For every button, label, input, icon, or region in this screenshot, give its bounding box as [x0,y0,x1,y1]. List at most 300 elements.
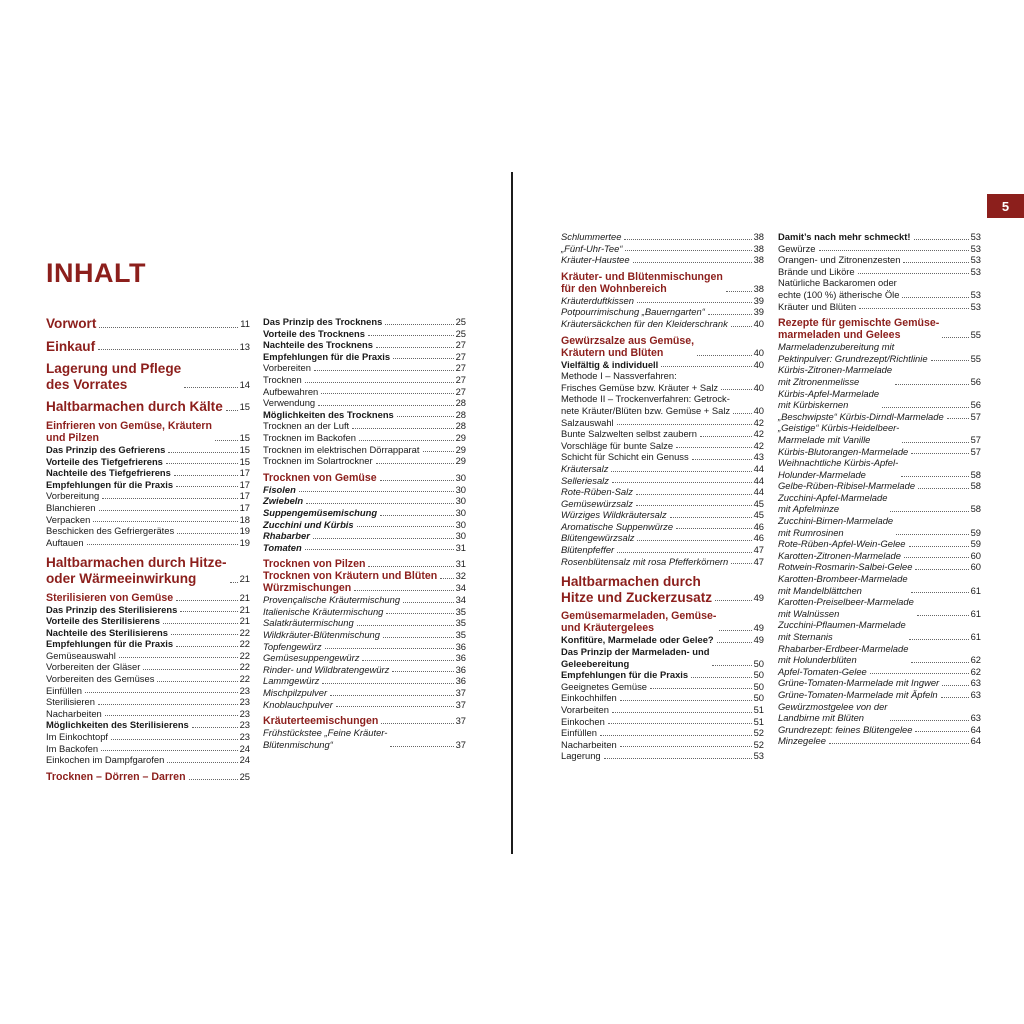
toc-leader-dots [354,590,453,591]
toc-entry[interactable] [778,492,981,515]
toc-entry-title [778,411,944,423]
toc-entry[interactable] [263,409,466,421]
toc-entry[interactable] [263,617,466,629]
toc-entry-page: 64 [970,723,981,735]
toc-entry[interactable] [263,316,466,328]
toc-leader-dots [368,566,453,567]
toc-entry[interactable] [263,351,466,363]
toc-leader-dots [650,688,752,689]
toc-entry[interactable] [46,525,250,537]
toc-leader-dots [171,634,238,635]
toc-leader-dots [661,366,751,367]
toc-entry-title-line: Haltbarmachen durch [561,574,701,590]
toc-entry[interactable] [778,596,981,619]
toc-entry-page: 51 [753,704,764,715]
toc-entry[interactable] [46,537,250,549]
toc-entry-title-line: Tomaten [263,541,302,553]
toc-entry-title-line: Gewürzmostgelee von der [778,700,888,712]
toc-entry-title-line: Natürliche Backaromen oder [778,277,897,289]
toc-entry[interactable] [778,561,981,573]
toc-entry-title [46,592,173,604]
toc-entry-page: 35 [455,605,466,617]
toc-entry[interactable] [561,610,764,634]
toc-entry[interactable] [46,696,250,708]
toc-entry-title [561,440,673,452]
toc-entry[interactable] [561,428,764,440]
toc-entry[interactable] [46,685,250,697]
toc-leader-dots [636,494,752,495]
toc-entry-title-line: Karotten-Brombeer-Marmelade [778,573,908,585]
toc-entry[interactable] [561,574,764,605]
toc-entry-title [46,615,160,627]
toc-column-4 [778,231,981,747]
toc-entry[interactable] [561,318,764,330]
toc-entry-title-line: Vielfältig & individuell [561,358,659,370]
toc-entry[interactable] [778,538,981,550]
toc-entry-title-line: mit Kürbiskernen [778,399,849,411]
toc-entry[interactable] [263,629,466,641]
toc-entry-title [561,750,601,762]
toc-entry-title [46,316,96,332]
toc-entry[interactable] [263,374,466,386]
toc-entry[interactable] [778,689,981,701]
toc-entry[interactable] [263,606,466,618]
toc-leader-dots [600,735,752,736]
toc-entry-title-line: Zwiebeln [263,495,304,507]
toc-entry[interactable] [263,570,466,582]
toc-entry-title-line: mit Apfelminze [778,503,840,515]
toc-entry[interactable] [46,420,250,444]
toc-entry-page: 62 [970,665,981,677]
toc-entry[interactable] [561,681,764,693]
toc-leader-dots [620,746,752,747]
toc-entry[interactable] [778,619,981,642]
toc-entry-title-line: Trocknen im Backofen [263,431,356,443]
toc-entry-page: 53 [970,265,981,277]
toc-entry[interactable] [561,370,764,393]
toc-entry-page: 44 [753,486,764,498]
toc-entry[interactable] [561,498,764,510]
toc-entry[interactable] [778,666,981,678]
toc-entry[interactable] [46,399,250,415]
toc-entry-page: 15 [239,455,250,467]
toc-entry[interactable] [263,339,466,351]
toc-leader-dots [87,544,238,545]
toc-entry[interactable] [561,556,764,568]
toc-entry[interactable] [561,727,764,739]
toc-entry-page: 45 [753,497,764,509]
toc-entry[interactable] [778,422,981,445]
toc-entry[interactable] [263,675,466,687]
toc-column-2 [263,316,466,750]
toc-entry[interactable] [778,480,981,492]
toc-entry[interactable] [561,335,764,359]
toc-entry[interactable] [263,362,466,374]
toc-entry[interactable] [263,397,466,409]
toc-leader-dots [719,630,751,631]
toc-entry-title-line: Einkochhilfen [561,692,617,704]
toc-leader-dots [733,413,751,414]
toc-entry-title-line: Nachteile des Trocknens [263,339,373,351]
toc-entry-page: 52 [753,738,764,750]
toc-entry[interactable] [46,555,250,586]
toc-leader-dots [902,442,968,443]
toc-leader-dots [942,685,968,686]
toc-entry-page: 44 [753,474,764,486]
toc-entry[interactable] [263,727,466,750]
toc-entry[interactable] [561,463,764,475]
toc-entry[interactable] [778,724,981,736]
toc-entry[interactable] [46,467,250,479]
toc-entry-page: 37 [455,715,466,727]
toc-entry[interactable] [46,490,250,502]
toc-entry[interactable] [561,393,764,416]
toc-entry-title [263,484,296,496]
toc-entry-title-line: Gemüsesuppengewürz [263,652,360,664]
toc-entry-title [561,318,728,330]
toc-entry-title-line: Gewürzsalze aus Gemüse, [561,334,695,347]
toc-entry[interactable] [263,432,466,444]
toc-entry-title-line: Grüne-Tomaten-Marmelade mit Äpfeln [778,688,938,700]
toc-entry[interactable] [263,328,466,340]
toc-entry-title-line: Geleebereitung [561,657,630,669]
toc-entry-page: 50 [753,680,764,692]
toc-entry-title-line: Blütenmischung“ [263,738,333,750]
toc-entry-title [561,634,714,646]
toc-entry[interactable] [778,677,981,689]
toc-entry[interactable] [46,650,250,662]
toc-entry-page: 55 [970,352,981,364]
toc-entry[interactable] [561,475,764,487]
toc-entry-page: 17 [239,478,250,490]
toc-entry[interactable] [263,420,466,432]
toc-entry[interactable] [561,692,764,704]
toc-entry[interactable] [778,446,981,458]
toc-entry-page: 53 [970,242,981,254]
toc-entry-title-line: Nacharbeiten [561,738,617,750]
page-number-tab: 5 [987,194,1024,218]
toc-entry[interactable] [46,627,250,639]
toc-entry[interactable] [778,266,981,278]
toc-entry-page: 42 [753,428,764,440]
toc-entry[interactable] [561,271,764,295]
toc-entry-title-line: Trocknen [263,373,302,385]
toc-leader-dots [902,297,968,298]
toc-entry[interactable] [561,243,764,255]
toc-entry-page: 18 [239,513,250,525]
toc-leader-dots [359,440,454,441]
toc-entry-page: 35 [455,617,466,629]
toc-entry-page: 28 [455,397,466,409]
toc-entry[interactable] [46,316,250,332]
toc-entry-title [46,661,140,673]
toc-entry-page: 40 [753,381,764,393]
toc-entry[interactable] [46,638,250,650]
toc-entry-title-line: Geeignetes Gemüse [561,680,647,692]
toc-entry[interactable] [46,604,250,616]
toc-entry[interactable] [46,673,250,685]
toc-entry-page: 30 [455,518,466,530]
toc-entry[interactable] [46,771,250,783]
toc-entry-title-line: Kräuter-Haustee [561,254,630,266]
toc-entry-title-line: Grundrezept: feines Blütengelee [778,723,913,735]
toc-entry-title [263,687,327,699]
toc-entry[interactable] [46,754,250,766]
toc-entry[interactable] [561,716,764,728]
toc-entry[interactable] [263,495,466,507]
toc-entry[interactable] [263,699,466,711]
toc-entry[interactable] [263,715,466,727]
toc-entry[interactable] [778,243,981,255]
toc-entry-title-line: Das Prinzip der Marmeladen- und [561,646,710,658]
toc-entry[interactable] [561,521,764,533]
toc-entry-title [263,519,354,531]
toc-entry-page: 53 [970,300,981,312]
toc-entry[interactable] [561,532,764,544]
toc-entry[interactable] [561,440,764,452]
toc-entry-title-line: Methode I – Nassverfahren: [561,370,677,382]
toc-entry-title [561,451,689,463]
toc-entry[interactable] [778,341,981,364]
toc-entry[interactable] [263,652,466,664]
toc-entry-page: 47 [753,555,764,567]
toc-entry[interactable] [46,361,250,392]
toc-entry[interactable] [263,519,466,531]
toc-entry[interactable] [561,634,764,646]
toc-entry[interactable] [778,735,981,747]
toc-entry[interactable] [263,472,466,484]
toc-entry[interactable] [561,509,764,521]
toc-entry-page: 52 [753,727,764,739]
toc-entry-page: 15 [239,401,250,413]
toc-entry[interactable] [778,364,981,387]
toc-entry-title [778,317,939,341]
toc-entry[interactable] [778,643,981,666]
toc-entry[interactable] [46,743,250,755]
toc-entry-title-line: Gemüsewürzsalz [561,497,633,509]
toc-entry-title [263,397,315,409]
toc-entry[interactable] [778,701,981,724]
toc-leader-dots [859,308,968,309]
toc-entry[interactable] [46,661,250,673]
toc-entry-page: 59 [970,526,981,538]
toc-entry[interactable] [561,306,764,318]
toc-entry-title-line: Das Prinzip des Gefrierens [46,443,166,455]
toc-entry-page: 25 [455,327,466,339]
toc-entry-title-line: Damit’s nach mehr schmeckt! [778,231,911,242]
toc-entry-title [46,708,102,720]
toc-entry[interactable] [561,295,764,307]
toc-entry[interactable] [263,687,466,699]
toc-leader-dots [362,660,453,661]
toc-leader-dots [692,459,752,460]
toc-leader-dots [376,463,454,464]
toc-entry[interactable] [561,646,764,669]
toc-entry[interactable] [263,507,466,519]
toc-entry[interactable] [263,542,466,554]
toc-entry-page: 61 [970,584,981,596]
toc-entry-page: 46 [753,532,764,544]
toc-entry-title [778,388,879,411]
toc-heading: INHALT [46,258,146,288]
toc-entry-title-line: oder Wärmeeinwirkung [46,570,197,586]
toc-entry[interactable] [561,254,764,266]
toc-entry-title-line: Aromatische Suppenwürze [561,520,674,532]
toc-entry[interactable] [561,359,764,371]
toc-entry[interactable] [778,231,981,243]
toc-entry-title-line: „Beschwipste“ Kürbis-Dirndl-Marmelade [778,410,944,422]
toc-leader-dots [914,239,969,240]
toc-entry-page: 45 [753,509,764,521]
toc-entry[interactable] [561,417,764,429]
toc-entry[interactable] [46,615,250,627]
toc-entry[interactable] [778,573,981,596]
toc-entry-page: 23 [239,684,250,696]
toc-leader-dots [918,488,969,489]
toc-entry[interactable] [561,669,764,681]
toc-leader-dots [917,615,969,616]
toc-leader-dots [357,526,454,527]
toc-entry-title-line: Im Einkochtopf [46,731,109,743]
toc-entry[interactable] [46,502,250,514]
toc-entry-page: 30 [455,483,466,495]
toc-entry-title-line: Empfehlungen für die Praxis [46,478,174,490]
toc-leader-dots [915,731,968,732]
book-spine [511,172,513,854]
toc-entry[interactable] [778,515,981,538]
toc-entry-title [561,359,658,371]
toc-entry[interactable] [561,451,764,463]
toc-entry[interactable] [46,514,250,526]
toc-entry-title [263,606,383,618]
toc-entry[interactable] [778,277,981,300]
toc-entry[interactable] [46,592,250,604]
toc-entry[interactable] [46,731,250,743]
toc-entry[interactable] [263,594,466,606]
toc-entry[interactable] [46,479,250,491]
toc-entry[interactable] [778,301,981,313]
toc-entry-title-line: Marmeladenzubereitung mit [778,341,895,353]
toc-entry-title [561,271,723,295]
toc-entry-title [263,629,380,641]
toc-entry[interactable] [263,444,466,456]
toc-entry-page: 49 [753,622,764,634]
toc-entry[interactable] [778,388,981,411]
toc-entry-title [46,627,168,639]
toc-entry[interactable] [46,444,250,456]
toc-entry-title-line: Vorbereiten des Gemüses [46,673,155,685]
toc-entry-title-line: Selleriesalz [561,474,609,486]
toc-entry-title-line: Gelbe-Rüben-Ribisel-Marmelade [778,480,916,492]
toc-entry[interactable] [778,550,981,562]
toc-entry-page: 58 [970,503,981,515]
toc-entry[interactable] [263,386,466,398]
toc-entry-title [561,428,697,440]
toc-entry-page: 40 [753,404,764,416]
toc-entry-title-line: Empfehlungen für die Praxis [263,350,391,362]
toc-entry[interactable] [561,544,764,556]
toc-entry-title [46,685,82,697]
toc-entry[interactable] [46,339,250,355]
toc-entry-title-line: Brände und Liköre [778,265,855,277]
toc-leader-dots [305,382,454,383]
toc-entry-title-line: Auftauen [46,536,84,548]
toc-entry-title-line: Vorteile des Tiefgefrierens [46,455,163,467]
toc-entry[interactable] [778,254,981,266]
toc-entry[interactable] [46,708,250,720]
toc-entry-title [263,362,311,374]
toc-entry[interactable] [263,558,466,570]
toc-entry-title-line: Karotten-Preiselbeer-Marmelade [778,596,914,608]
toc-entry-title [778,550,901,562]
toc-entry[interactable] [778,457,981,480]
toc-entry[interactable] [778,317,981,341]
toc-entry-title [561,574,712,605]
toc-leader-dots [368,335,454,336]
toc-entry[interactable] [263,530,466,542]
toc-entry-title-line: Sterilisieren [46,696,95,708]
toc-entry[interactable] [263,582,466,594]
toc-entry[interactable] [263,664,466,676]
toc-leader-dots [143,669,237,670]
toc-entry-title-line: Fisolen [263,483,296,495]
toc-entry-title [561,393,730,416]
toc-entry[interactable] [561,231,764,243]
toc-entry[interactable] [46,719,250,731]
toc-entry-title [263,374,302,386]
toc-entry-page: 36 [455,663,466,675]
toc-entry-title [263,542,302,554]
toc-entry[interactable] [561,750,764,762]
toc-entry-title [561,498,633,510]
toc-entry-page: 23 [239,707,250,719]
toc-entry-title-line: Nachteile des Tiefgefrierens [46,467,171,479]
toc-entry-title [561,486,633,498]
toc-entry-title [46,754,164,766]
toc-entry-title-line: Salzauswahl [561,416,614,428]
toc-entry[interactable] [263,455,466,467]
toc-entry-page: 19 [239,525,250,537]
toc-entry-title-line: Vorschläge für bunte Salze [561,439,674,451]
toc-entry-title [778,735,826,747]
toc-entry-title [561,509,667,521]
toc-entry[interactable] [263,484,466,496]
toc-entry[interactable] [263,641,466,653]
toc-entry-title [778,666,867,678]
toc-entry-title [561,544,614,556]
toc-entry-title [46,696,95,708]
toc-entry-title [263,664,389,676]
toc-entry[interactable] [561,704,764,716]
toc-leader-dots [904,557,969,558]
toc-entry[interactable] [778,411,981,423]
toc-entry-title [778,573,908,596]
toc-entry[interactable] [561,486,764,498]
toc-entry[interactable] [561,739,764,751]
toc-entry-page: 31 [455,558,466,570]
toc-entry[interactable] [46,456,250,468]
toc-leader-dots [403,602,454,603]
toc-entry-title-line: Italienische Kräutermischung [263,605,384,617]
toc-leader-dots [305,549,454,550]
toc-entry-title [263,351,390,363]
toc-leader-dots [858,273,969,274]
toc-entry-page: 29 [455,431,466,443]
toc-leader-dots [636,505,752,506]
toc-leader-dots [691,677,751,678]
toc-entry-page: 22 [239,673,250,685]
toc-leader-dots [915,569,968,570]
